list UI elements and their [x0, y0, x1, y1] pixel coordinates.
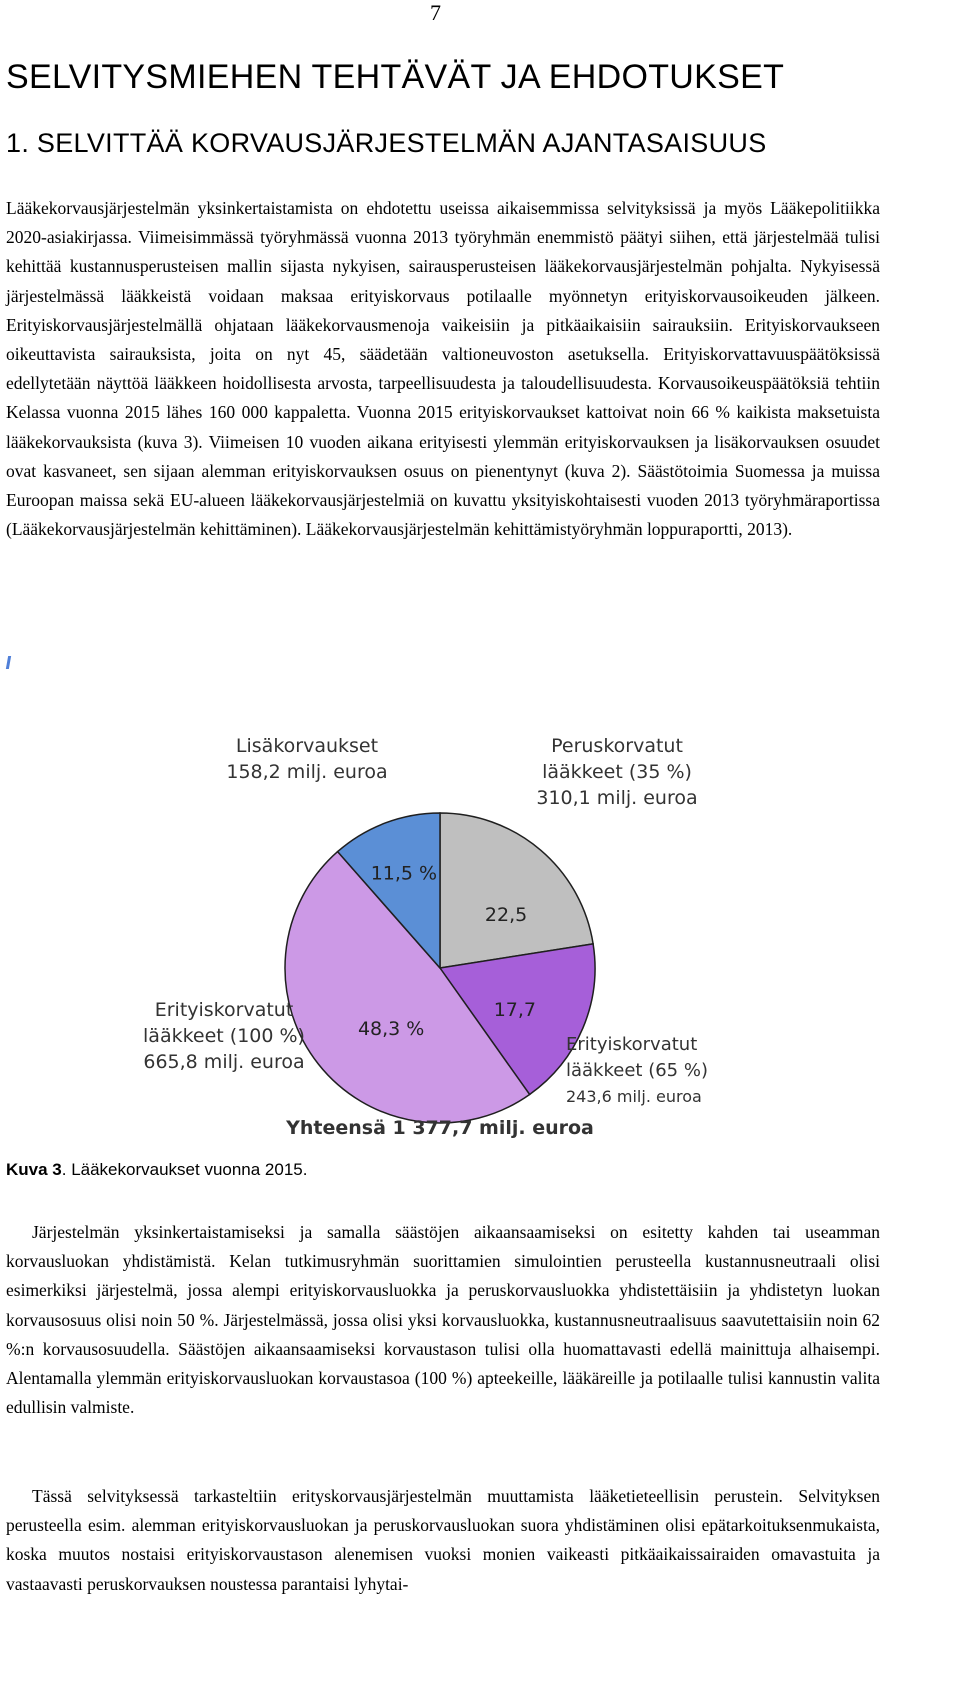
pie-chart-figure	[0, 720, 884, 1160]
body-paragraph-1: Lääkekorvausjärjestelmän yksinkertaistamista on ehdotettu useissa aikaisemmissa selvityksissä ja myös Lääkepolitiikka 2020-asiakirjassa. Viimeisimmässä työryhmässä vuonna 2013 työryhmän enemmistö päätyi siihen, että järjestelmää tulisi kehittää kustannusperusteisen mallin sijasta nykyisen, sairausperusteisen lääkekorvausjärjestelmän pohjalta. Nykyisessä järjestelmässä lääkkeistä voidaan maksaa erityiskorvaus potilaalle myönnetyn erityiskorvausoikeuden jälkeen. Erityiskorvausjärjestelmällä ohjataan lääkekorvausmenoja vaikeisiin ja pitkäaikaisiin sairauksiin. Erityiskorvaukseen oikeuttavista sairauksista, joita on nyt 45, säädetään valtioneuvoston asetuksella. Erityiskorvattavuuspäätöksissä edellytetään näyttöä lääkkeen hoidollisesta arvosta, tarpeellisuudesta ja taloudellisuudesta. Korvausoikeuspäätöksiä tehtiin Kelassa vuonna 2015 lähes 160 000 kappaletta. Vuonna 2015 erityiskorvaukset kattoivat noin 66 % kaikista maksetuista lääkekorvauksista (kuva 3). Viimeisen 10 vuoden aikana erityisesti ylemmän erityiskorvauksen ja lisäkorvauksen osuudet ovat kasvaneet, sen sijaan alemman erityiskorvauksen osuus on pienentynyt (kuva 2). Säästötoimia Suomessa ja muissa Euroopan maissa sekä EU-alueen lääkekorvausjärjestelmiä on kuvattu yksityiskohtaisesti vuoden 2013 työryhmäraportissa (Lääkekorvausjärjestelmän kehittäminen). Lääkekorvausjärjestelmän kehittämistyöryhmän loppuraportti, 2013).	[6, 198, 880, 540]
caption-text: . Lääkekorvaukset vuonna 2015.	[61, 1160, 308, 1179]
pie-slice-callout-label: 310,1 milj. euroa	[536, 787, 698, 809]
pie-slice-callout-label: lääkkeet (35 %)	[542, 761, 692, 783]
pie-slice-percent-label: 22,5	[484, 904, 528, 927]
pie-chart	[0, 720, 884, 1160]
pie-slice-callout-label: 243,6 milj. euroa	[566, 1087, 702, 1106]
pie-slice-callout-label: Lisäkorvaukset	[235, 735, 379, 757]
figure-caption	[6, 1160, 307, 1180]
pie-slice-callout-label: lääkkeet (65 %)	[566, 1060, 708, 1081]
stray-mark	[6, 656, 11, 669]
pie-slice-percent-label: 48,3 %	[357, 1018, 425, 1041]
page-number: 7	[430, 0, 441, 25]
caption-label: Kuva 3	[6, 1160, 62, 1179]
pie-slice-callout-label: Erityiskorvatut	[154, 999, 294, 1021]
pie-slice-callout-label: Peruskorvatut	[551, 735, 683, 757]
page-title: SELVITYSMIEHEN TEHTÄVÄT JA EHDOTUKSET	[6, 58, 785, 96]
pie-slice-callout-label: 665,8 milj. euroa	[143, 1051, 305, 1073]
chart-total-label: Yhteensä 1 377,7 milj. euroa	[286, 1117, 594, 1139]
pie-slice-callout-label: lääkkeet (100 %)	[143, 1025, 305, 1047]
pie-slice	[440, 813, 593, 968]
pie-slice-callout-label: 158,2 milj. euroa	[226, 761, 388, 783]
body-paragraph-2: Järjestelmän yksinkertaistamiseksi ja samalla säästöjen aikaansaamiseksi on esitetty kahden tai useamman korvausluokan yhdistämistä. Kelan tutkimusryhmän suorittamien simulointien perusteella kustannusneutraali olisi esimerkiksi järjestelmä, jossa alempi erityiskorvausluokka ja peruskorvausluokka yhdistettäisiin ja yhdistetyn luokan korvausosuus olisi noin 50 %. Järjestelmässä, jossa olisi yksi korvausluokka, kustannusneutraalisuus saavutettaisiin noin 62 %:n korvausosuudella. Säästöjen aikaansaamiseksi korvaustason tulisi olla huomattavasti edellä mainittuja alhaisempi. Alentamalla ylemmän erityiskorvausluokan korvaustasoa (100 %) apteekeille, lääkäreille ja potilaalle tulisi kannustin valita edullisin valmiste.	[6, 1222, 880, 1418]
pie-slice-percent-label: 17,7	[493, 998, 537, 1021]
pie-slice-callout-label: Erityiskorvatut	[566, 1034, 698, 1055]
pie-slices	[285, 813, 595, 1123]
body-paragraph-3: Tässä selvityksessä tarkasteltiin erityskorvausjärjestelmän muuttamista lääketieteellisin perustein. Selvityksen perusteella esim. alemman erityiskorvausluokan ja peruskorvausluokan suora yhdistäminen olisi epätarkoituksenmukaista, koska muutos nostaisi erityiskorvaustason alenemisen vuoksi monien vaikeasti pitkäaikaissairaiden omavastuita ja vastaavasti peruskorvauksen noustessa parantaisi lyhytai-	[6, 1486, 880, 1594]
section-heading: 1. SELVITTÄÄ KORVAUSJÄRJESTELMÄN AJANTASAISUUS	[6, 128, 767, 158]
pie-slice-percent-label: 11,5 %	[370, 862, 438, 885]
